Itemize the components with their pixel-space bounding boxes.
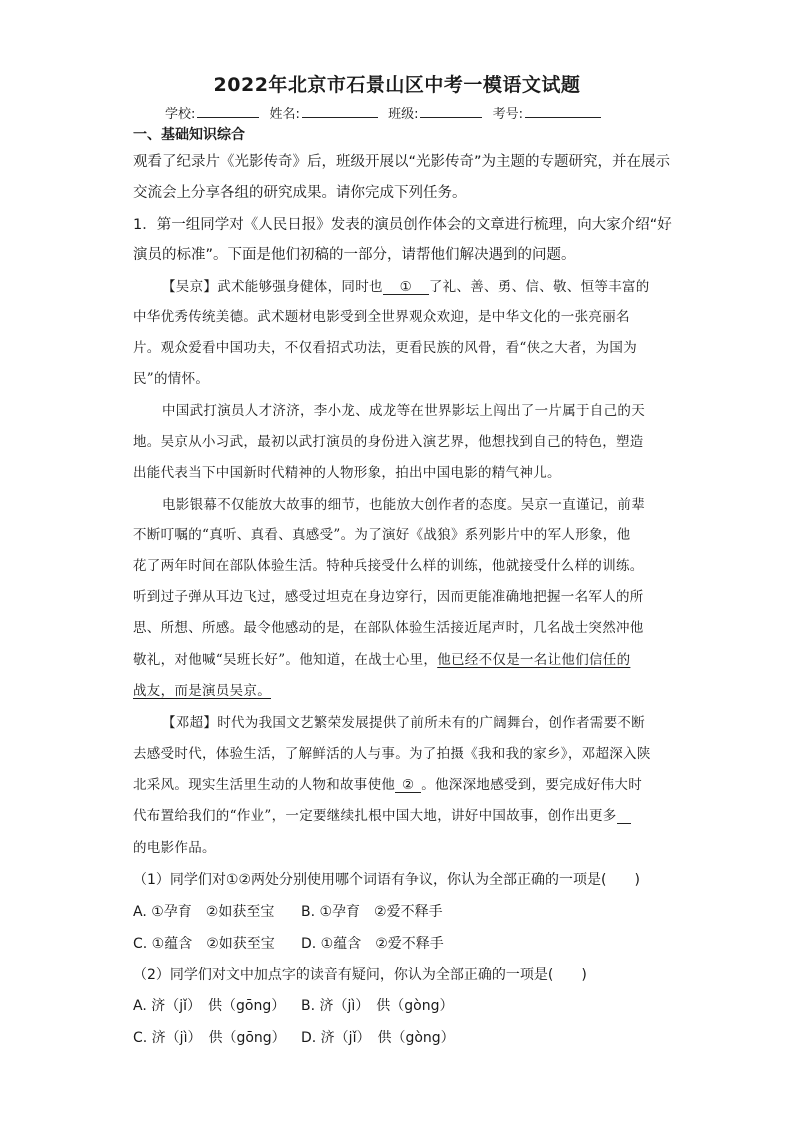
blank-3[interactable] <box>617 809 631 824</box>
blank-2[interactable]: ② <box>395 778 421 793</box>
passage-line <box>133 679 661 699</box>
name-blank[interactable] <box>302 104 378 118</box>
underlined-sentence: 战友，而是演员吴京。 <box>133 683 271 699</box>
passage-line: 【邓超】时代为我国文艺繁荣发展提供了前所未有的广阔舞台，创作者需要不断 <box>162 715 645 731</box>
student-info-row <box>165 103 607 122</box>
class-blank[interactable] <box>420 104 482 118</box>
passage-line: 敬礼，对他喊“吴班长好”。他知道，在战士心里，他已经不仅是一名让他们信任的 <box>133 652 631 668</box>
passage-line: 听到过子弹从耳边飞过，感受过坦克在身边穿行，因而更能准确地把握一名军人的所 <box>133 589 644 605</box>
passage-line: 【吴京】武术能够强身健体，同时也 ① 了礼、善、勇、信、敬、恒等丰富的 <box>162 279 650 295</box>
option-c[interactable]: C. 济（jì） 供（gōng） <box>133 1030 286 1046</box>
passage-line: 民”的情怀。 <box>133 371 210 387</box>
options-row <box>133 901 443 921</box>
passage-line: 不断叮嘱的“真听、真看、真感受”。为了演好《战狼》系列影片中的军人形象，他 <box>133 527 631 543</box>
option-c[interactable]: C. ①蕴含 ②如获至宝 <box>133 936 275 952</box>
passage-line: 出能代表当下中国新时代精神的人物形象，拍出中国电影的精气神儿。 <box>133 465 561 481</box>
options-row <box>133 1027 455 1047</box>
passage-line: 地。吴京从小习武，最初以武打演员的身份进入演艺界，他想找到自己的特色，塑造 <box>133 434 644 450</box>
option-b[interactable]: B. 济（jì） 供（gòng） <box>301 998 454 1014</box>
passage-line: 片。观众爱看中国功夫，不仅看招式功法，更看民族的风骨，看“侠之大者，为国为 <box>133 340 638 356</box>
option-d[interactable]: D. 济（jǐ） 供（gòng） <box>301 1030 455 1046</box>
school-label: 学校: <box>165 107 196 122</box>
sub-question-2: （2）同学们对文中加点字的读音有疑问，你认为全部正确的一项是( ) <box>133 967 587 983</box>
sub-question-1: （1）同学们对①②两处分别使用哪个词语有争议，你认为全部正确的一项是( ) <box>133 872 640 888</box>
options-row <box>133 995 454 1015</box>
number-label: 考号: <box>492 107 523 122</box>
page-title: 2022年北京市石景山区中考一模语文试题 <box>213 74 581 96</box>
intro-line: 交流会上分享各组的研究成果。请你完成下列任务。 <box>133 185 467 201</box>
class-label: 班级: <box>388 107 419 122</box>
option-d[interactable]: D. ①蕴含 ②爱不释手 <box>301 936 444 952</box>
passage-line: 花了两年时间在部队体验生活。特种兵接受什么样的训练，他就接受什么样的训练。 <box>133 558 644 574</box>
section-heading: 一、基础知识综合 <box>133 127 245 143</box>
question-stem: 演员的标准”。下面是他们初稿的一部分，请帮他们解决遇到的问题。 <box>133 247 576 263</box>
option-b[interactable]: B. ①孕育 ②爱不释手 <box>301 904 443 920</box>
number-blank[interactable] <box>525 104 601 118</box>
option-a[interactable]: A. ①孕育 ②如获至宝 <box>133 904 275 920</box>
passage-line: 去感受时代，体验生活，了解鲜活的人与事。为了拍摄《我和我的家乡》，邓超深入陕 <box>133 746 651 762</box>
passage-line: 中国武打演员人才济济，李小龙、成龙等在世界影坛上闯出了一片属于自己的天 <box>162 403 645 419</box>
blank-1[interactable]: ① <box>383 280 429 295</box>
passage-line: 代布置给我们的“作业”，一定要继续扎根中国大地，讲好中国故事，创作出更多 <box>133 804 661 824</box>
school-blank[interactable] <box>197 104 259 118</box>
passage-line: 的电影作品。 <box>133 840 216 856</box>
option-a[interactable]: A. 济（jǐ） 供（gōng） <box>133 998 286 1014</box>
passage-line: 中华优秀传统美德。武术题材电影受到全世界观众欢迎，是中华文化的一张亮丽名 <box>133 309 630 325</box>
options-row <box>133 933 444 953</box>
passage-line: 思、所想、所感。最令他感动的是，在部队体验生活接近尾声时，几名战士突然冲他 <box>133 620 644 636</box>
name-label: 姓名: <box>269 107 300 122</box>
passage-line: 北采风。现实生活里生动的人物和故事使他 ② 。他深深地感受到，要完成好伟大时 <box>133 777 643 793</box>
question-stem: 1．第一组同学对《人民日报》发表的演员创作体会的文章进行梳理，向大家介绍“好 <box>133 217 672 233</box>
passage-line: 电影银幕不仅能放大故事的细节，也能放大创作者的态度。吴京一直谨记，前辈 <box>162 497 645 513</box>
underlined-sentence: 他已经不仅是一名让他们信任的 <box>437 652 631 668</box>
intro-line: 观看了纪录片《光影传奇》后，班级开展以“光影传奇”为主题的专题研究，并在展示 <box>133 154 671 170</box>
